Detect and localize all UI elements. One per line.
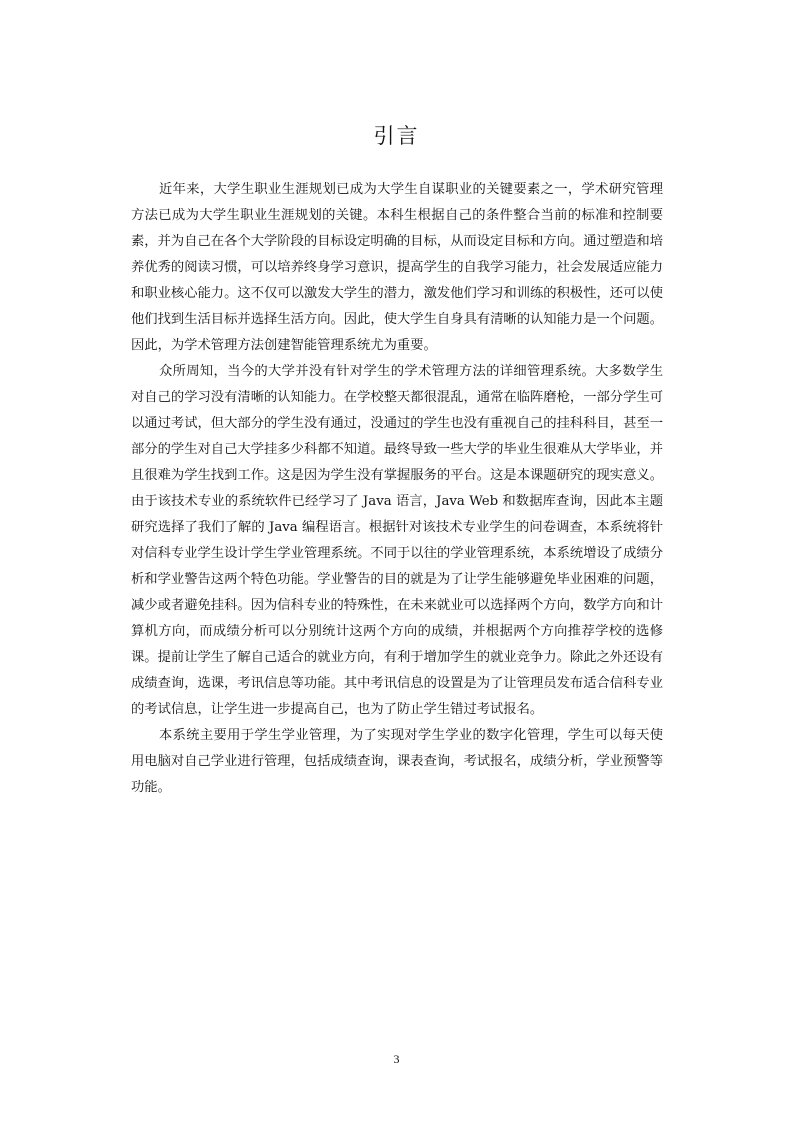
page-number: 3	[393, 1052, 400, 1066]
paragraph-2: 众所周知，当今的大学并没有针对学生的学术管理方法的详细管理系统。大多数学生对自己的学习没有清晰的认知能力。在学校整天都很混乱，通常在临阵磨枪，一部分学生可以通过考试，但大部分的学生没有通过，没通过的学生也没有重视自己的挂科科目，甚至一部分的学生对自己大学挂多少科都不知道。最终导致一些大学的毕业生很难从大学毕业，并且很难为学生找到工作。这是因为学生没有掌握服务的平台。这是本课题研究的现实意义。由于该技术专业的系统软件已经学习了 Java 语言，Java Web 和数据库查询，因此本主题研究选择了我们了解的 Java 编程语言。根据针对该技术专业学生的问卷调查，本系统将针对信科专业学生设计学生学业管理系统。不同于以往的学业管理系统，本系统增设了成绩分析和学业警告这两个特色功能。学业警告的目的就是为了让学生能够避免毕业困难的问题，减少或者避免挂科。因为信科专业的特殊性，在未来就业可以选择两个方向，数学方向和计算机方向，而成绩分析可以分别统计这两个方向的成绩，并根据两个方向推荐学校的选修课。提前让学生了解自己适合的就业方向，有利于增加学生的就业竞争力。除此之外还设有成绩查询，选课，考讯信息等功能。其中考讯信息的设置是为了让管理员发布适合信科专业的考试信息，让学生进一步提高自己，也为了防止学生错过考试报名。	[131, 364, 663, 717]
body-text	[131, 177, 663, 801]
paragraph-3: 本系统主要用于学生学业管理，为了实现对学生学业的数字化管理，学生可以每天使用电脑对自己学业进行管理，包括成绩查询，课表查询，考试报名，成绩分析，学业预警等功能。	[131, 728, 663, 795]
paragraph-1: 近年来，大学生职业生涯规划已成为大学生自谋职业的关键要素之一，学术研究管理方法已成为大学生职业生涯规划的关键。本科生根据自己的条件整合当前的标准和控制要素，并为自己在各个大学阶段的目标设定明确的目标，从而设定目标和方向。通过塑造和培养优秀的阅读习惯，可以培养终身学习意识，提高学生的自我学习能力，社会发展适应能力和职业核心能力。这不仅可以激发大学生的潜力，激发他们学习和训练的积极性，还可以使他们找到生活目标并选择生活方向。因此，使大学生自身具有清晰的认知能力是一个问题。因此，为学术管理方法创建智能管理系统尤为重要。	[131, 182, 663, 353]
page-title: 引言	[373, 124, 420, 148]
